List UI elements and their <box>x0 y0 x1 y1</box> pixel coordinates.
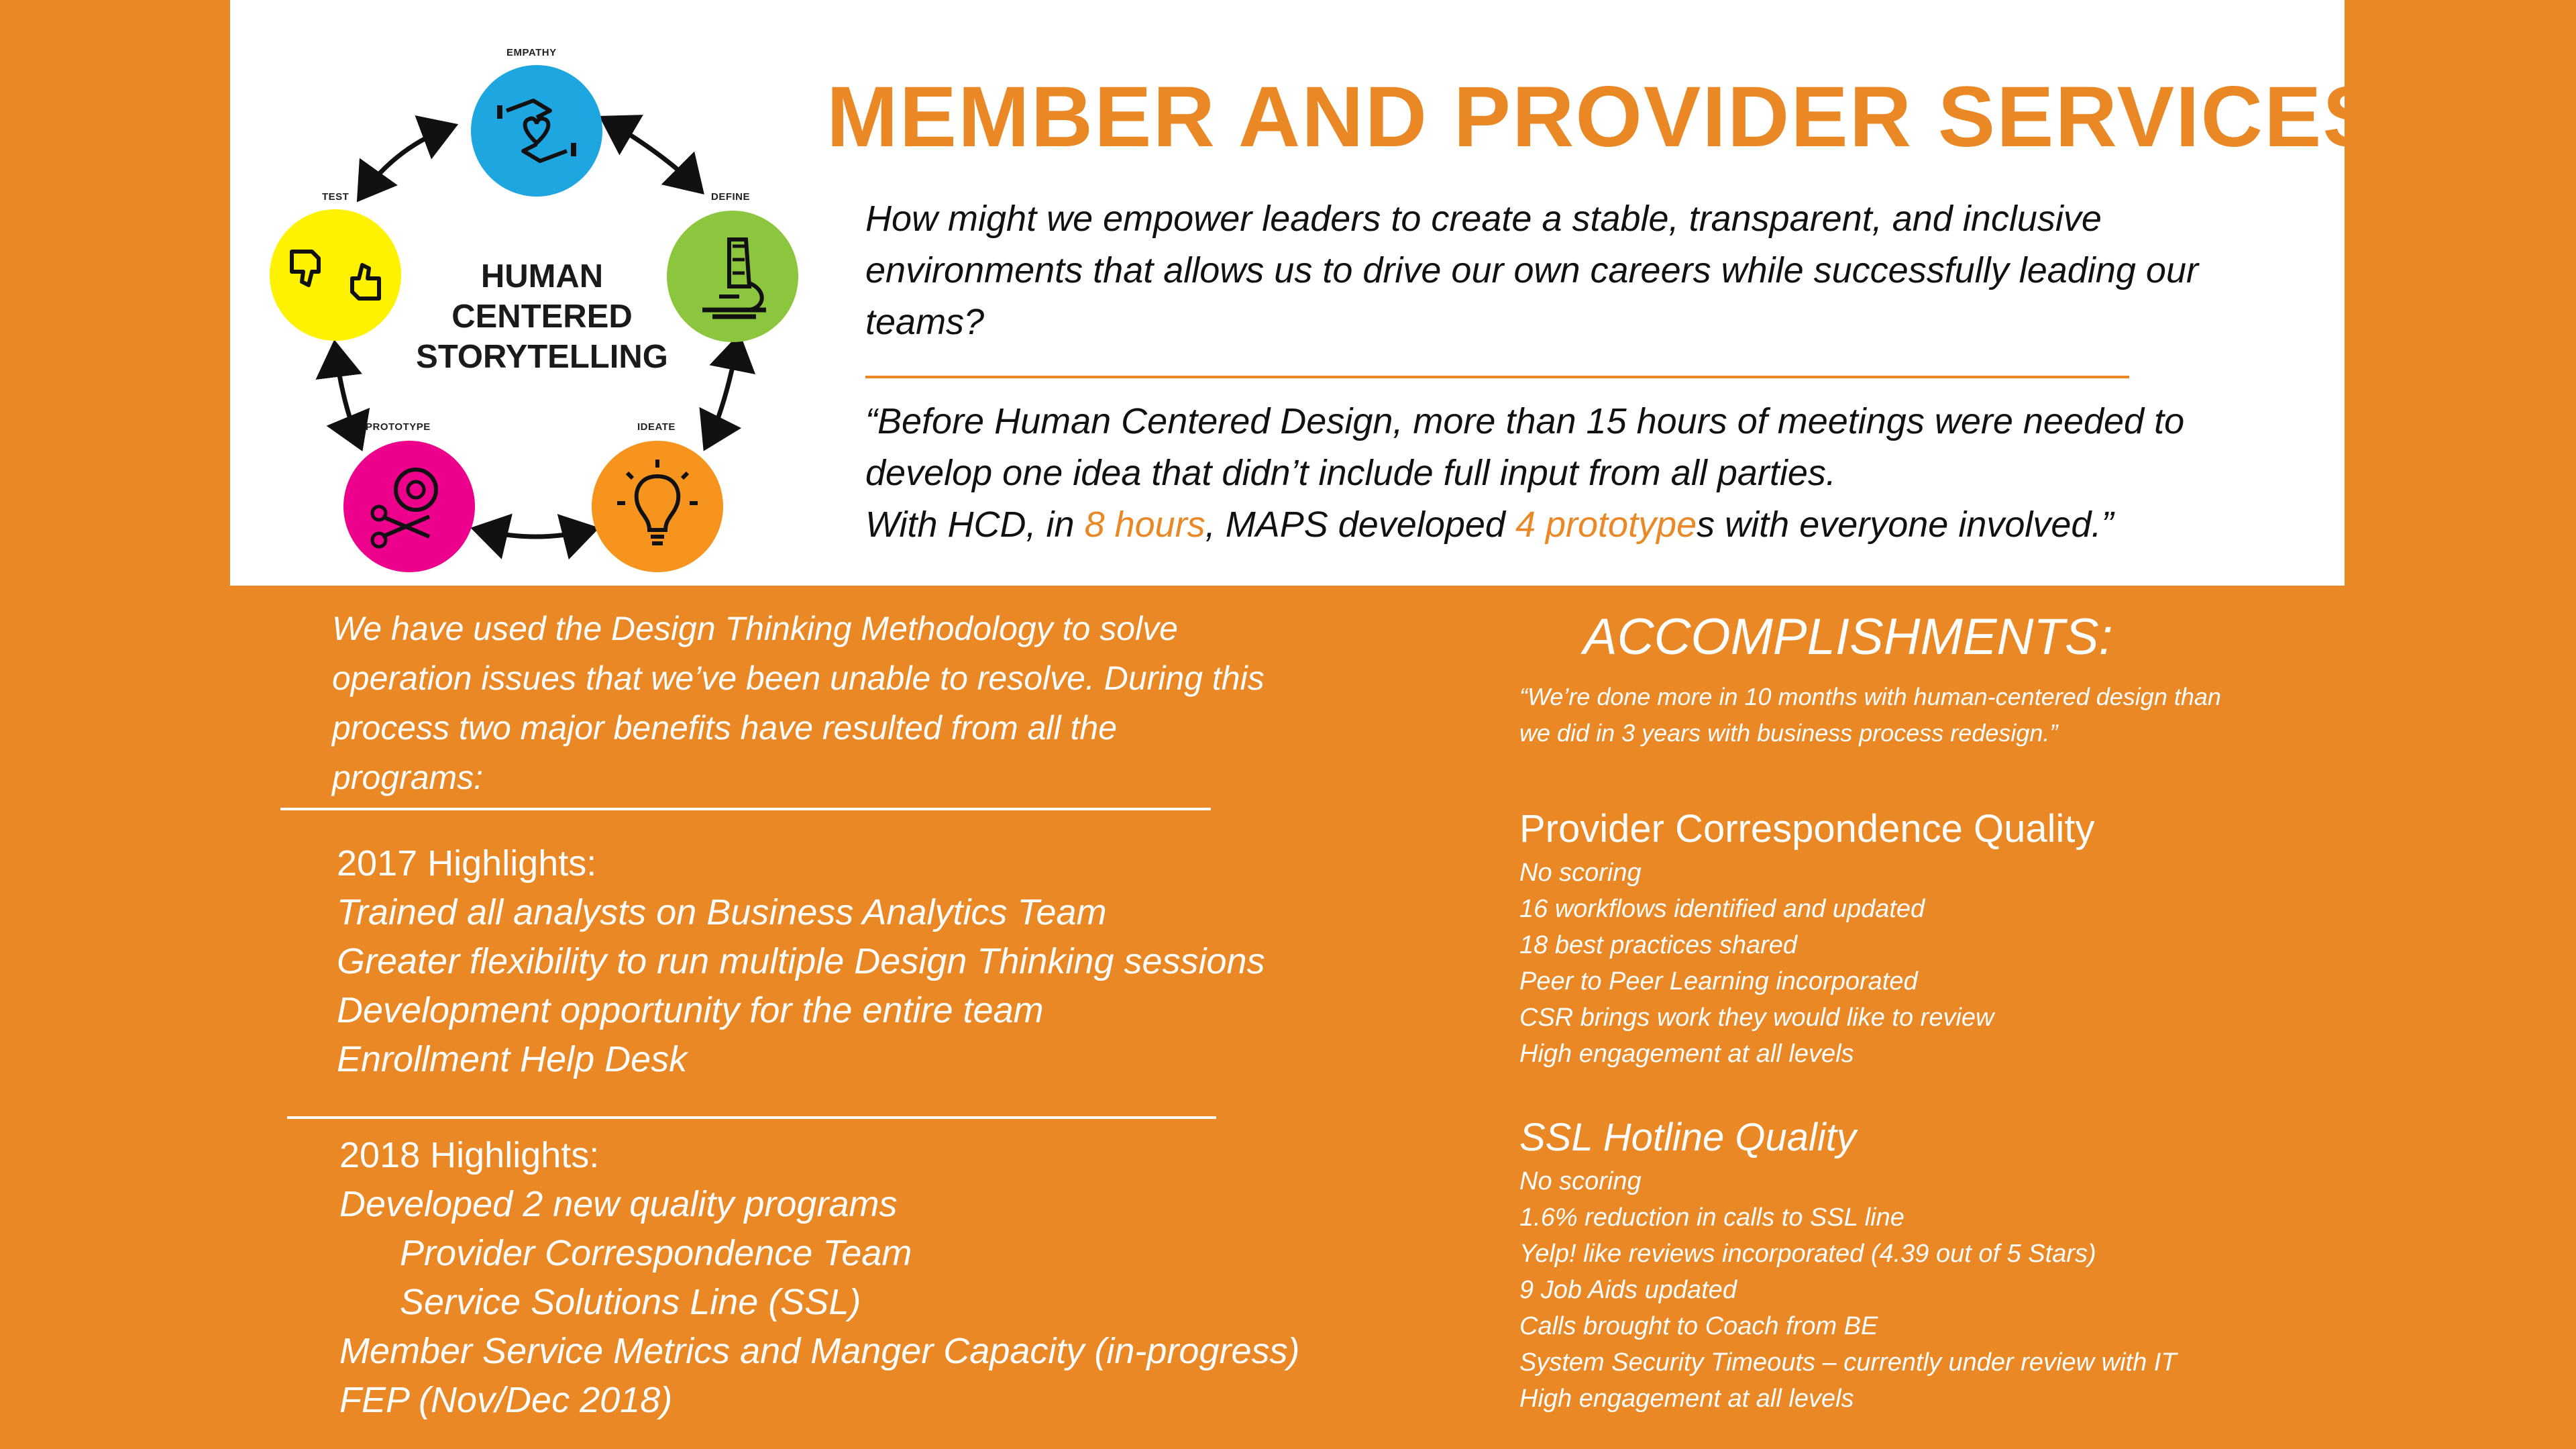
list-item: Member Service Metrics and Manger Capacity (in-progress) <box>339 1331 1300 1371</box>
list-item: Yelp! like reviews incorporated (4.39 out of 5 Stars) <box>1519 1240 2096 1268</box>
hmw-question: How might we empower leaders to create a stable, transparent, and inclusive environments that allows us to drive our own careers while successfully leading our teams? <box>865 199 2198 342</box>
tape-scissors-icon <box>342 439 476 574</box>
stage-label-ideate: IDEATE <box>637 421 676 433</box>
list-subitem: Provider Correspondence Team <box>400 1233 912 1273</box>
lightbulb-icon <box>590 439 724 574</box>
intro-text: We have used the Design Thinking Methodology to solve operation issues that we’ve been unable to resolve. During this process two major benefits have resulted from all the programs: <box>332 610 1265 796</box>
list-item: High engagement at all levels <box>1519 1040 1854 1068</box>
accomplishments-title: ACCOMPLISHMENTS: <box>1583 608 2113 665</box>
list-item: 9 Job Aids updated <box>1519 1276 1737 1304</box>
cycle-center-title: HUMAN CENTERED STORYTELLING <box>416 258 668 375</box>
highlights-divider <box>287 1116 1216 1119</box>
stage-label-define: DEFINE <box>711 191 751 203</box>
hcd-quote: “Before Human Centered Design, more than 15 hours of meetings were needed to develop one idea that didn’t include full input from all parties. With HCD, in 8 hours, MAPS developed 4 prototypes with everyone involved.” <box>865 401 2185 545</box>
stage-ideate <box>590 439 724 574</box>
list-item: High engagement at all levels <box>1519 1385 1854 1413</box>
highlights-2017 <box>337 839 1265 1084</box>
list-item: No scoring <box>1519 1167 1642 1195</box>
list-item: Enrollment Help Desk <box>337 1039 688 1079</box>
list-item: Greater flexibility to run multiple Design Thinking sessions <box>337 941 1265 981</box>
provider-correspondence-section <box>1519 804 2324 1072</box>
list-item: CSR brings work they would like to review <box>1519 1004 1994 1032</box>
section-heading: SSL Hotline Quality <box>1519 1116 1856 1159</box>
quote-highlight-prototypes: 4 prototype <box>1515 504 1697 545</box>
accomplishments-quote: “We’re done more in 10 months with human-centered design than we did in 3 years with business process redesign.” <box>1519 683 2221 747</box>
highlights-2018-title: 2018 Highlights: <box>339 1135 600 1175</box>
stage-test <box>268 208 402 342</box>
list-item: No scoring <box>1519 859 1642 887</box>
list-item: 1.6% reduction in calls to SSL line <box>1519 1203 1904 1232</box>
intro-divider <box>280 808 1211 810</box>
highlights-2018 <box>339 1131 1299 1425</box>
stage-label-test: TEST <box>322 191 350 203</box>
stage-define <box>665 209 800 343</box>
ssl-hotline-section <box>1519 1112 2324 1417</box>
stage-label-empathy: EMPATHY <box>506 47 557 58</box>
list-item: 16 workflows identified and updated <box>1519 895 1925 923</box>
stage-prototype <box>342 439 476 574</box>
list-item: Trained all analysts on Business Analytics Team <box>337 892 1107 932</box>
stage-empathy <box>470 64 604 198</box>
list-item: 18 best practices shared <box>1519 931 1798 959</box>
quote-highlight-hours: 8 hours <box>1084 504 1205 545</box>
list-item: Development opportunity for the entire team <box>337 990 1044 1030</box>
page-title: MEMBER AND PROVIDER SERVICES <box>826 69 2381 165</box>
microscope-icon <box>665 209 800 343</box>
section-heading: Provider Correspondence Quality <box>1519 807 2095 851</box>
hcd-cycle-diagram <box>255 27 832 577</box>
list-item: FEP (Nov/Dec 2018) <box>339 1380 673 1420</box>
list-item: System Security Timeouts – currently under review with IT <box>1519 1348 2177 1377</box>
thumbs-icon <box>268 208 402 342</box>
list-item: Developed 2 new quality programs <box>339 1184 898 1224</box>
highlights-2017-title: 2017 Highlights: <box>337 843 597 883</box>
header-divider <box>865 376 2129 378</box>
list-item: Calls brought to Coach from BE <box>1519 1312 1878 1340</box>
list-item: Peer to Peer Learning incorporated <box>1519 967 1918 996</box>
list-subitem: Service Solutions Line (SSL) <box>400 1282 861 1322</box>
stage-label-prototype: PROTOTYPE <box>366 421 431 433</box>
heart-hands-icon <box>470 64 604 198</box>
